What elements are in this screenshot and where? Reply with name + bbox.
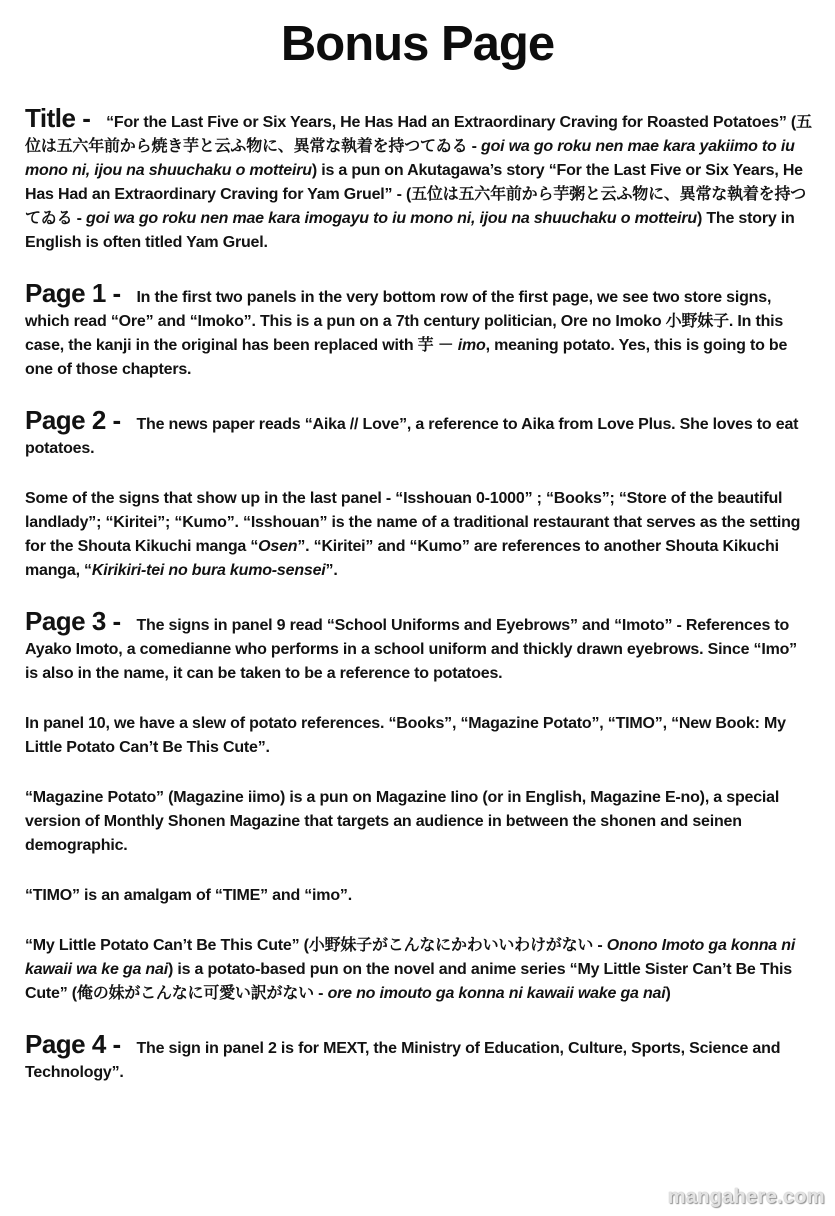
note-paragraph [25, 884, 813, 908]
note-paragraph [25, 103, 813, 255]
text-run: ”. [325, 562, 338, 579]
text-run: ) is a pun on Akutagawa’s story “For the Last Five or Six Years, He Has Had an Extraordinary Craving for Yam Gruel” - (五位は五六年前から芋粥と云ふ物に、異常な執着を持つてゐる - [25, 162, 807, 227]
text-run: “Magazine Potato” (Magazine iimo) is a pun on Magazine Iino (or in English, Magazine E-no), a special version of Monthly Shonen Magazine that targets an audience in between the shonen and seinen demographic. [25, 789, 780, 854]
section-heading: Page 3 - [25, 606, 128, 636]
text-run: Onono Imoto ga konna ni kawaii wa ke ga nai [25, 937, 796, 978]
note-paragraph [25, 278, 813, 382]
text-run: goi wa go roku nen mae kara imogayu to iu mono ni, ijou na shuuchaku o motteiru [86, 210, 697, 227]
text-run: In panel 10, we have a slew of potato references. “Books”, “Magazine Potato”, “TIMO”, “New Book: My Little Potato Can’t Be This Cute”. [25, 715, 786, 756]
watermark: mangahere.com [667, 1186, 825, 1208]
text-run: Some of the signs that show up in the last panel - “Isshouan 0-1000” ; “Books”; “Store of the beautiful landlady”; “Kiritei”; “Kumo”. “Isshouan” is the name of a traditional restaurant that serves as the setting for the Shouta Kikuchi manga “ [25, 490, 801, 555]
text-run: ore no imouto ga konna ni kawaii wake ga nai [327, 985, 666, 1002]
note-paragraph [25, 1029, 813, 1085]
notes-content [0, 103, 835, 1085]
text-run: ) The story in English is often titled Yam Gruel. [25, 210, 795, 251]
text-run: , meaning potato. Yes, this is going to be one of those chapters. [25, 337, 788, 378]
section-heading: Title - [25, 103, 98, 133]
note-paragraph [25, 786, 813, 858]
note-paragraph [25, 712, 813, 760]
page-title: Bonus Page [280, 17, 555, 71]
text-run: The news paper reads “Aika // Love”, a reference to Aika from Love Plus. She loves to eat potatoes. [25, 416, 799, 457]
text-run: Osen [258, 538, 298, 555]
text-run: ”. “Kiritei” and “Kumo” are references to another Shouta Kikuchi manga, “ [25, 538, 779, 579]
text-run: In the first two panels in the very bottom row of the first page, we see two store signs, which read “Ore” and “Imoko”. This is a pun on a 7th century politician, Ore no Imoko 小野妹子. In this case, the kanji in the original has been replaced with 芋 － [25, 289, 784, 354]
text-run: Kirikiri-tei no bura kumo-sensei [91, 562, 326, 579]
note-paragraph [25, 487, 813, 583]
note-paragraph [25, 606, 813, 686]
text-run: imo [457, 337, 486, 354]
text-run: The signs in panel 9 read “School Uniforms and Eyebrows” and “Imoto” - References to Ayako Imoto, a comedianne who performs in a school uniform and thickly drawn eyebrows. Since “Imo” is also in the name, it can be taken to be a reference to potatoes. [25, 617, 797, 682]
text-run: “For the Last Five or Six Years, He Has Had an Extraordinary Craving for Roasted Potatoes” (五位は五六年前から焼き芋と云ふ物に、異常な執着を持つてゐる - [25, 114, 812, 155]
text-run: “My Little Potato Can’t Be This Cute” (小野妹子がこんなにかわいいわけがない - [25, 937, 607, 954]
text-run: goi wa go roku nen mae kara yakiimo to iu mono ni, ijou na shuuchaku o motteiru [25, 138, 795, 179]
note-paragraph [25, 405, 813, 461]
section-heading: Page 1 - [25, 278, 128, 308]
section-heading: Page 2 - [25, 405, 128, 435]
text-run: “TIMO” is an amalgam of “TIME” and “imo”. [25, 887, 352, 904]
text-run: The sign in panel 2 is for MEXT, the Ministry of Education, Culture, Sports, Science and Technology”. [25, 1040, 781, 1081]
text-run: ) [665, 985, 671, 1002]
note-paragraph [25, 934, 813, 1006]
text-run: ) is a potato-based pun on the novel and anime series “My Little Sister Can’t Be This Cute” (俺の妹がこんなに可愛い訳がない - [25, 961, 792, 1002]
section-heading: Page 4 - [25, 1029, 128, 1059]
bonus-page [0, 16, 835, 1216]
